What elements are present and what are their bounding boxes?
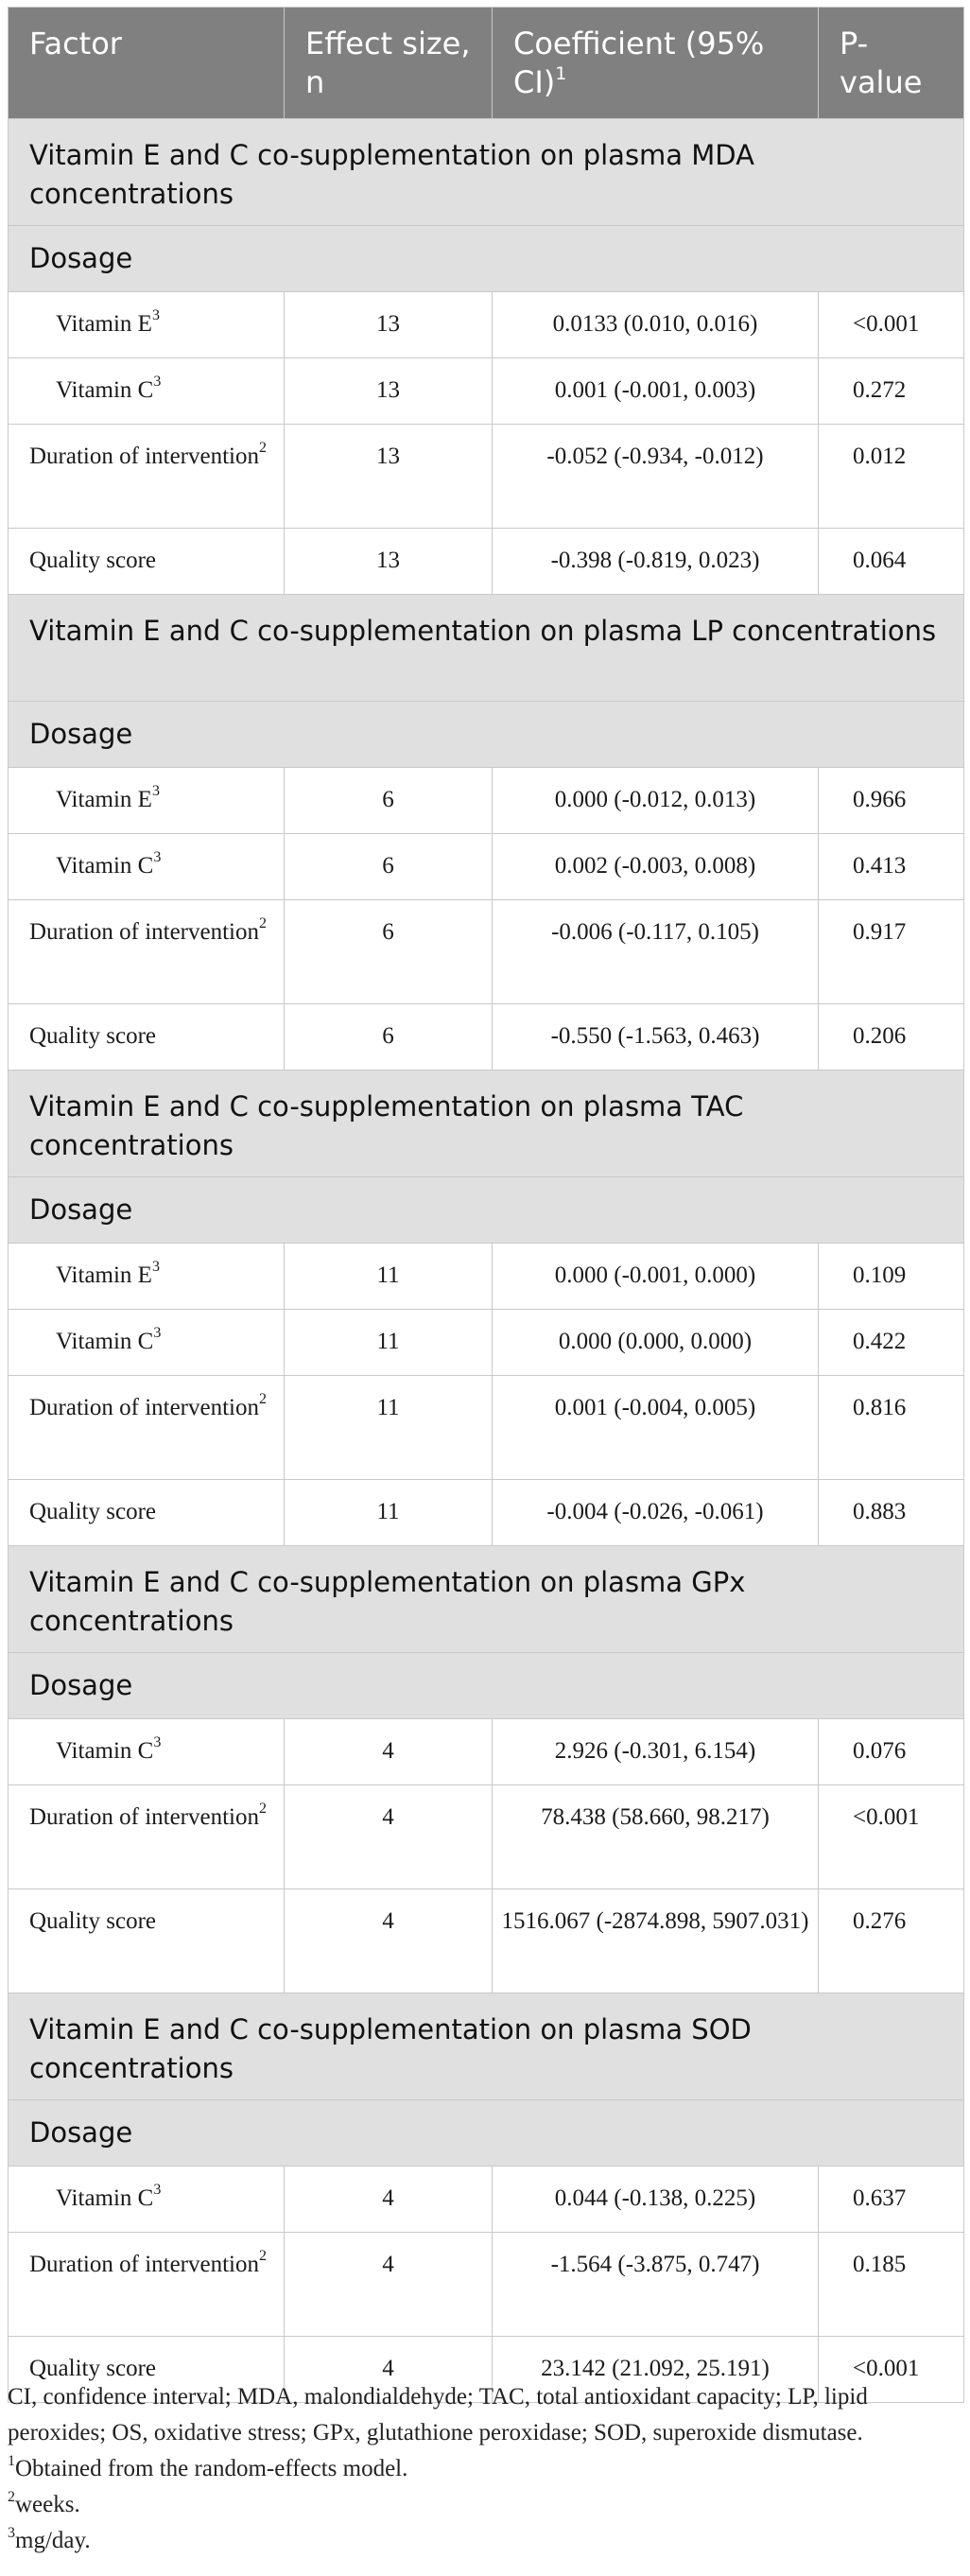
coefficient-cell: 1516.067 (-2874.898, 5907.031) xyxy=(493,1889,819,1993)
factor-label: Vitamin C xyxy=(56,377,154,403)
factor-label: Vitamin C xyxy=(56,2185,154,2211)
section-title: Vitamin E and C co-supplementation on plasma SOD concentrations xyxy=(9,1993,964,2100)
factor-cell xyxy=(9,1785,285,1889)
factor-label: Quality score xyxy=(29,1499,156,1524)
p-value-cell: 0.064 xyxy=(819,529,964,595)
table-row xyxy=(9,1889,964,1993)
p-value-cell: 0.276 xyxy=(819,1889,964,1993)
table-footnotes xyxy=(8,2379,964,2559)
p-value-cell: 0.206 xyxy=(819,1004,964,1070)
dosage-label: Dosage xyxy=(9,226,964,292)
dosage-subheading-row xyxy=(9,702,964,768)
section-heading-row xyxy=(9,1993,964,2100)
coefficient-cell: 0.002 (-0.003, 0.008) xyxy=(493,834,819,900)
table-row xyxy=(9,425,964,529)
footnote-marker: 2 xyxy=(259,1391,267,1407)
factor-label: Quality score xyxy=(29,1908,156,1934)
effect-size-cell: 11 xyxy=(285,1310,493,1376)
section-heading-row xyxy=(9,1546,964,1653)
section-title: Vitamin E and C co-supplementation on plasma TAC concentrations xyxy=(9,1070,964,1177)
coefficient-cell: 0.000 (0.000, 0.000) xyxy=(493,1310,819,1376)
factor-cell xyxy=(9,1889,285,1993)
p-value-cell: 0.917 xyxy=(819,900,964,1004)
effect-size-cell: 6 xyxy=(285,768,493,834)
table-row xyxy=(9,2233,964,2337)
coefficient-cell: 78.438 (58.660, 98.217) xyxy=(493,1785,819,1889)
p-value-cell: 0.422 xyxy=(819,1310,964,1376)
footnote-marker: 3 xyxy=(153,2182,162,2198)
factor-label: Vitamin E xyxy=(56,787,152,812)
dosage-label: Dosage xyxy=(9,702,964,768)
footnote-marker: 3 xyxy=(153,849,162,865)
factor-label: Quality score xyxy=(29,1023,156,1049)
factor-cell xyxy=(9,900,285,1004)
effect-size-cell: 6 xyxy=(285,834,493,900)
section-heading-row xyxy=(9,1070,964,1177)
coefficient-cell: -0.550 (-1.563, 0.463) xyxy=(493,1004,819,1070)
header-factor: Factor xyxy=(9,8,285,119)
factor-label: Quality score xyxy=(29,2356,156,2381)
table-row xyxy=(9,1376,964,1480)
dosage-label: Dosage xyxy=(9,1177,964,1244)
footnote-marker: 2 xyxy=(259,915,267,931)
footnote-marker: 2 xyxy=(259,1801,267,1817)
dosage-subheading-row xyxy=(9,226,964,292)
footnote-marker: 3 xyxy=(153,1734,162,1750)
effect-size-cell: 11 xyxy=(285,1480,493,1546)
regression-table xyxy=(8,7,964,2403)
factor-cell xyxy=(9,834,285,900)
footnote-marker: 3 xyxy=(151,783,160,799)
section-title: Vitamin E and C co-supplementation on plasma LP concentrations xyxy=(9,595,964,702)
footnote-marker: 3 xyxy=(153,374,162,390)
factor-cell xyxy=(9,1480,285,1546)
effect-size-cell: 4 xyxy=(285,2337,493,2403)
factor-label: Duration of intervention xyxy=(29,919,259,945)
factor-label: Vitamin C xyxy=(56,853,154,879)
effect-size-cell: 13 xyxy=(285,358,493,425)
table-row xyxy=(9,1785,964,1889)
effect-size-cell: 6 xyxy=(285,1004,493,1070)
table-row xyxy=(9,292,964,358)
effect-size-cell: 4 xyxy=(285,1719,493,1785)
table-row xyxy=(9,900,964,1004)
footnote: $^1$Obtained from the random-effects model. xyxy=(8,2453,408,2481)
p-value-cell: 0.185 xyxy=(819,2233,964,2337)
table-row xyxy=(9,1719,964,1785)
table-row xyxy=(9,1004,964,1070)
factor-cell xyxy=(9,358,285,425)
coefficient-cell: 0.000 (-0.012, 0.013) xyxy=(493,768,819,834)
table-body xyxy=(9,119,964,2403)
p-value-cell: <0.001 xyxy=(819,1785,964,1889)
dosage-subheading-row xyxy=(9,1653,964,1719)
p-value-cell: 0.966 xyxy=(819,768,964,834)
p-value-cell: 0.883 xyxy=(819,1480,964,1546)
p-value-cell: 0.076 xyxy=(819,1719,964,1785)
section-title: Vitamin E and C co-supplementation on plasma GPx concentrations xyxy=(9,1546,964,1653)
header-p-value: P-value xyxy=(819,8,964,119)
dosage-label: Dosage xyxy=(9,2100,964,2167)
p-value-cell: 0.109 xyxy=(819,1244,964,1310)
dosage-subheading-row xyxy=(9,1177,964,1244)
section-heading-row xyxy=(9,595,964,702)
factor-cell xyxy=(9,1376,285,1480)
table-row xyxy=(9,2167,964,2233)
effect-size-cell: 13 xyxy=(285,425,493,529)
footnote-marker: 2 xyxy=(259,440,267,456)
table-row xyxy=(9,1310,964,1376)
factor-label: Vitamin C xyxy=(56,1329,154,1354)
factor-label: Duration of intervention xyxy=(29,444,259,469)
footnote: $^2$weeks. xyxy=(8,2489,80,2517)
effect-size-cell: 4 xyxy=(285,1889,493,1993)
effect-size-cell: 13 xyxy=(285,529,493,595)
section-heading-row xyxy=(9,119,964,226)
p-value-cell: 0.816 xyxy=(819,1376,964,1480)
coefficient-cell: 0.001 (-0.001, 0.003) xyxy=(493,358,819,425)
factor-cell xyxy=(9,2233,285,2337)
factor-label: Duration of intervention xyxy=(29,1804,259,1830)
coefficient-cell: -1.564 (-3.875, 0.747) xyxy=(493,2233,819,2337)
coefficient-cell: 2.926 (-0.301, 6.154) xyxy=(493,1719,819,1785)
footnote-marker: 2 xyxy=(259,2248,267,2264)
factor-cell xyxy=(9,425,285,529)
abbreviations-note: CI, confidence interval; MDA, malondialdehyde; TAC, total antioxidant capacity; LP, lipid peroxides; OS, oxidative stress; GPx, glutathione peroxidase; SOD, superoxide dismutase. xyxy=(8,2384,868,2445)
p-value-cell: 0.272 xyxy=(819,358,964,425)
table-row xyxy=(9,1480,964,1546)
dosage-label: Dosage xyxy=(9,1653,964,1719)
table-header xyxy=(9,8,964,119)
factor-label: Vitamin E xyxy=(56,1262,152,1288)
factor-cell xyxy=(9,292,285,358)
p-value-cell: 0.012 xyxy=(819,425,964,529)
p-value-cell: 0.413 xyxy=(819,834,964,900)
coefficient-cell: 0.001 (-0.004, 0.005) xyxy=(493,1376,819,1480)
coefficient-cell: 0.044 (-0.138, 0.225) xyxy=(493,2167,819,2233)
factor-cell xyxy=(9,529,285,595)
factor-label: Duration of intervention xyxy=(29,1395,259,1420)
effect-size-cell: 13 xyxy=(285,292,493,358)
coefficient-cell: -0.004 (-0.026, -0.061) xyxy=(493,1480,819,1546)
effect-size-cell: 6 xyxy=(285,900,493,1004)
p-value-cell: 0.637 xyxy=(819,2167,964,2233)
table-row xyxy=(9,1244,964,1310)
factor-cell xyxy=(9,768,285,834)
footnote-marker: 3 xyxy=(151,1259,160,1275)
factor-cell xyxy=(9,1244,285,1310)
factor-label: Vitamin E xyxy=(56,311,152,337)
factor-cell xyxy=(9,1719,285,1785)
header-coefficient: Coefficient (95% CI)$^1$ xyxy=(493,8,819,119)
table-row xyxy=(9,529,964,595)
factor-cell xyxy=(9,2167,285,2233)
footnote: $^3$mg/day. xyxy=(8,2525,91,2553)
coefficient-cell: -0.052 (-0.934, -0.012) xyxy=(493,425,819,529)
p-value-cell: <0.001 xyxy=(819,2337,964,2403)
effect-size-cell: 11 xyxy=(285,1244,493,1310)
coefficient-cell: -0.398 (-0.819, 0.023) xyxy=(493,529,819,595)
factor-cell xyxy=(9,1004,285,1070)
table-row xyxy=(9,834,964,900)
factor-label: Quality score xyxy=(29,548,156,573)
footnote-marker: 3 xyxy=(153,1325,162,1341)
table-row xyxy=(9,768,964,834)
effect-size-cell: 4 xyxy=(285,1785,493,1889)
coefficient-cell: 0.0133 (0.010, 0.016) xyxy=(493,292,819,358)
footnote-marker: 3 xyxy=(151,307,160,323)
coefficient-cell: 23.142 (21.092, 25.191) xyxy=(493,2337,819,2403)
header-effect-size: Effect size, n xyxy=(285,8,493,119)
effect-size-cell: 11 xyxy=(285,1376,493,1480)
coefficient-cell: -0.006 (-0.117, 0.105) xyxy=(493,900,819,1004)
coefficient-cell: 0.000 (-0.001, 0.000) xyxy=(493,1244,819,1310)
table-row xyxy=(9,358,964,425)
p-value-cell: <0.001 xyxy=(819,292,964,358)
effect-size-cell: 4 xyxy=(285,2167,493,2233)
dosage-subheading-row xyxy=(9,2100,964,2167)
factor-cell xyxy=(9,1310,285,1376)
effect-size-cell: 4 xyxy=(285,2233,493,2337)
factor-label: Vitamin C xyxy=(56,1738,154,1764)
factor-label: Duration of intervention xyxy=(29,2252,259,2277)
section-title: Vitamin E and C co-supplementation on plasma MDA concentrations xyxy=(9,119,964,226)
